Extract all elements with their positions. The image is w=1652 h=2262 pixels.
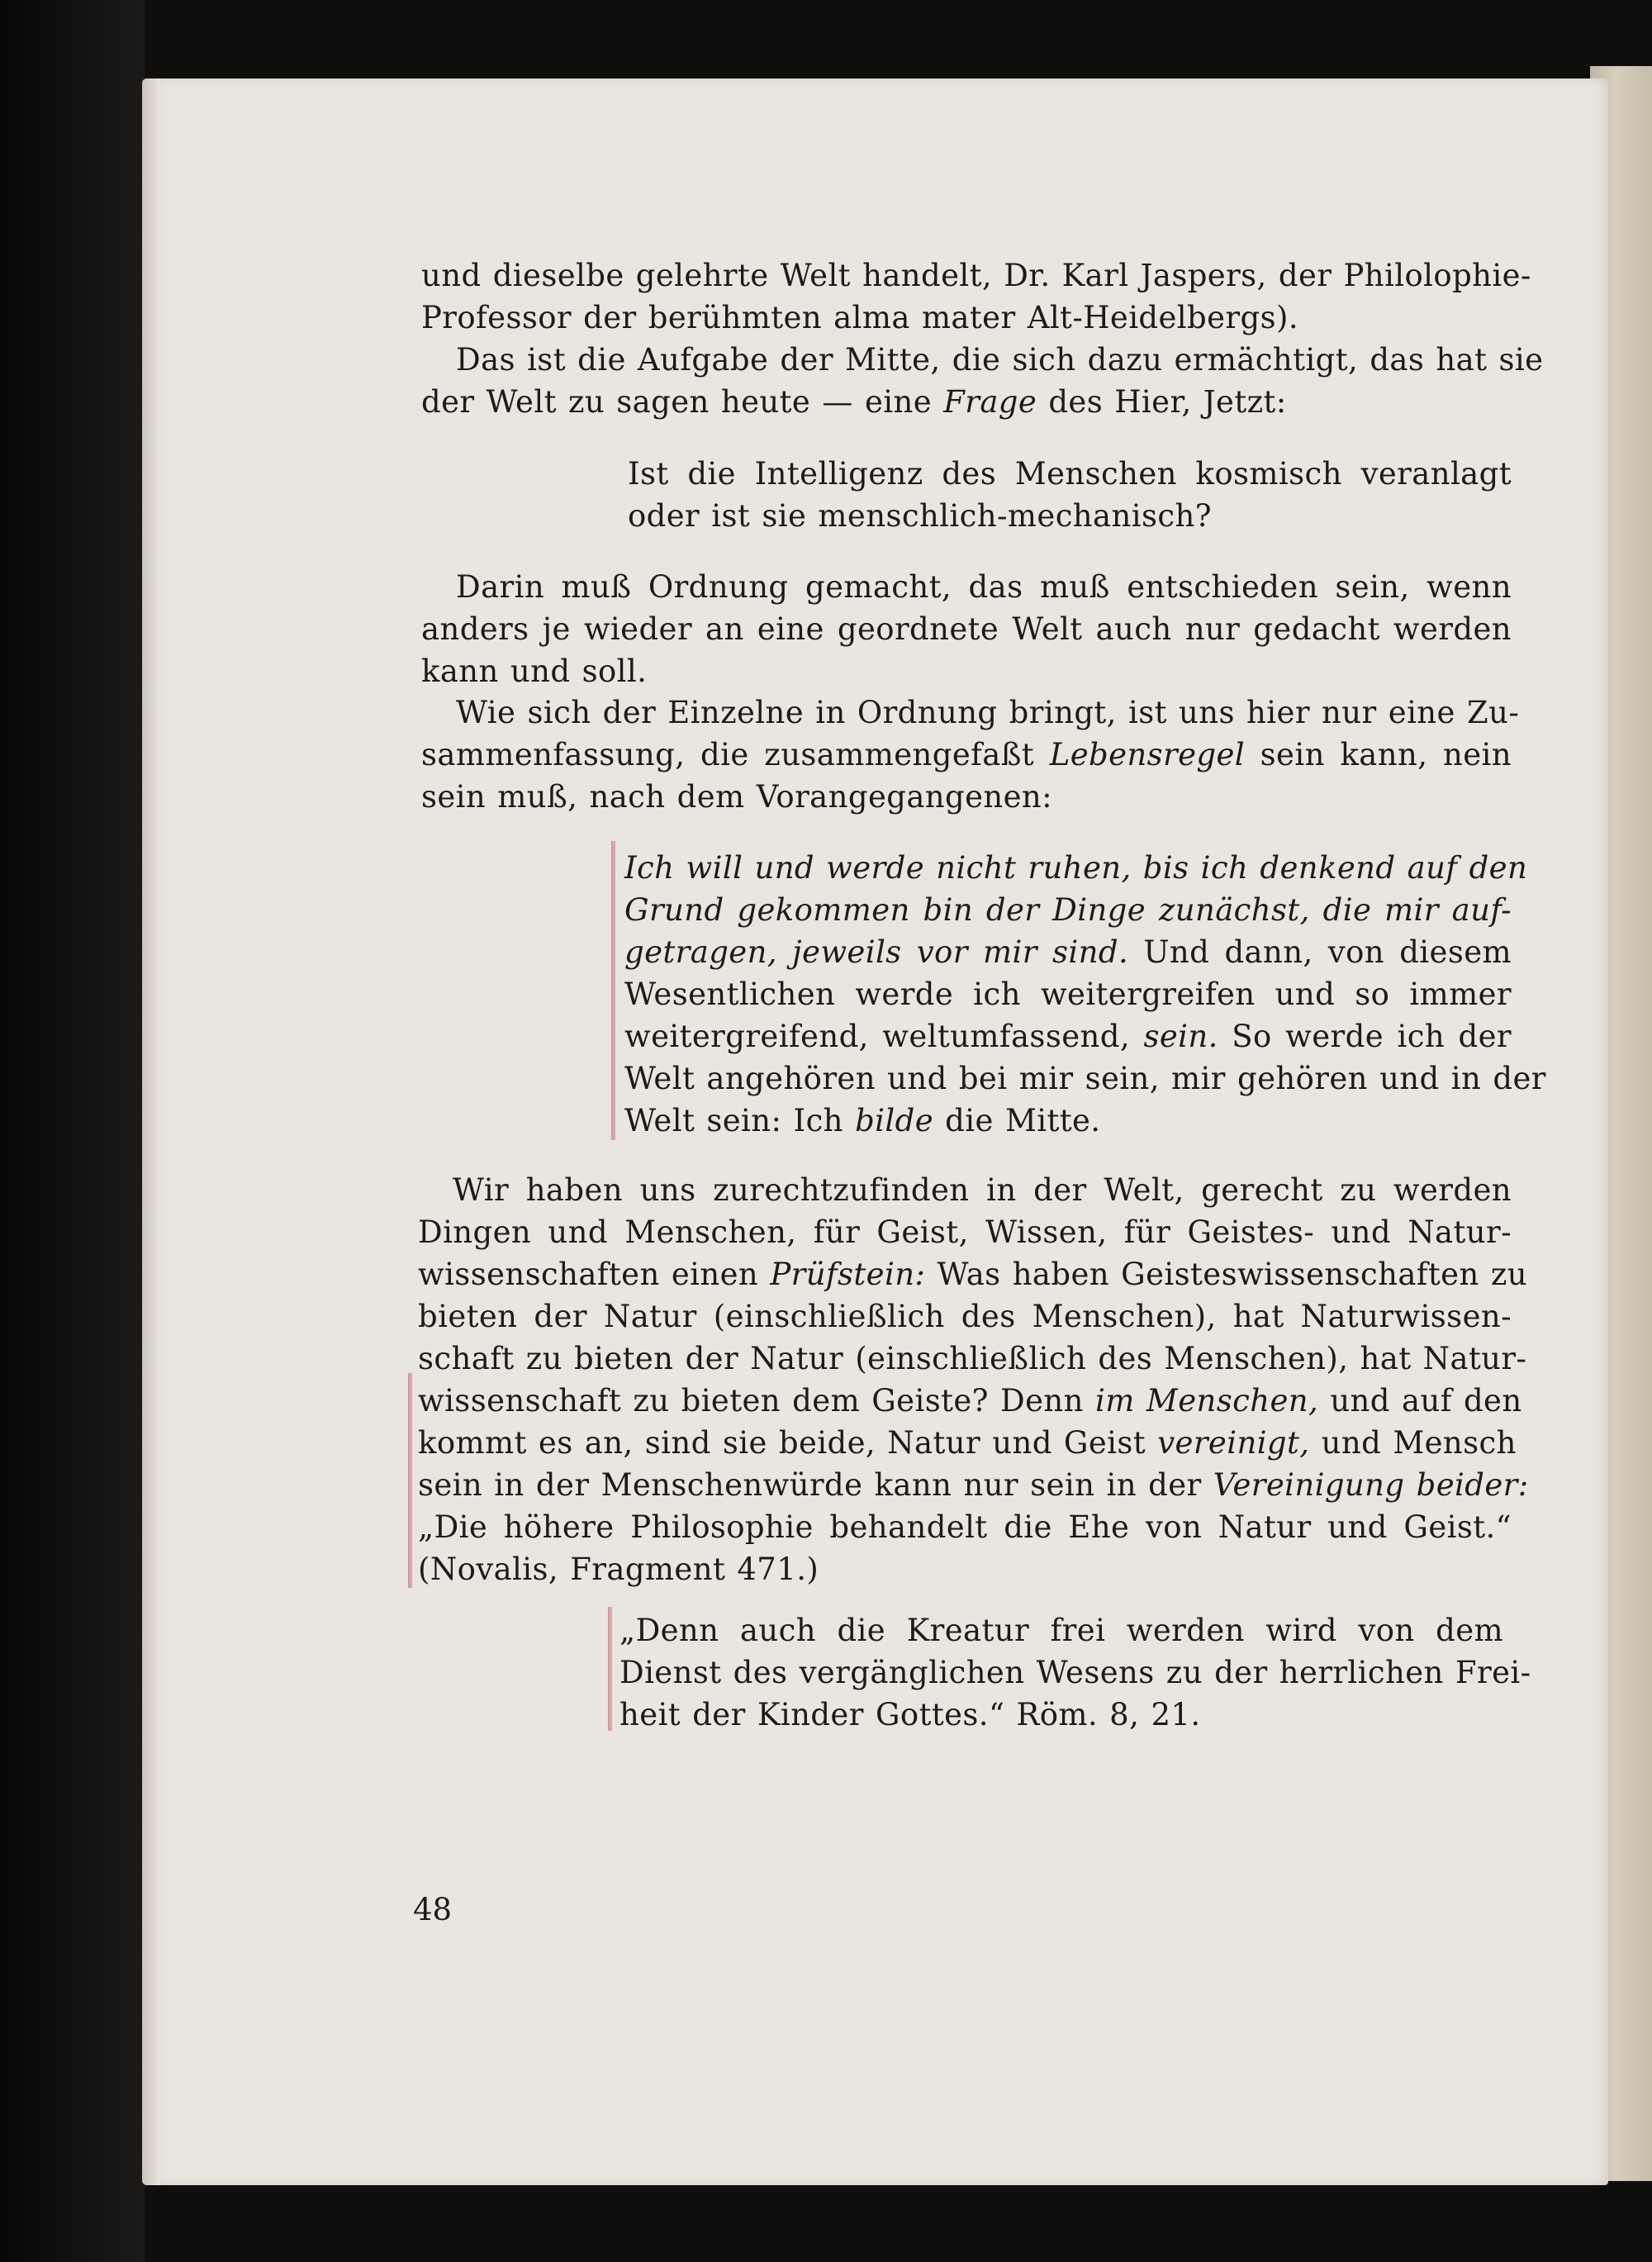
text-run: und Mensch — [1309, 1425, 1517, 1461]
book-backdrop — [0, 0, 145, 2262]
text-line: (Novalis, Fragment 471.) — [418, 1552, 819, 1587]
text-line — [421, 734, 1512, 776]
text-line: anders je wieder an eine geordnete Welt auch nur gedacht werden — [421, 611, 1512, 647]
text-run: der Welt zu sagen heute — eine — [421, 384, 944, 420]
text-run: Welt sein: Ich — [624, 1103, 856, 1138]
text-run: sein in der Menschenwürde kann nur sein in der — [418, 1467, 1213, 1503]
text-run: So werde ich der — [1218, 1019, 1512, 1054]
text-line — [418, 1464, 1529, 1506]
emphasis-text: bilde — [855, 1103, 934, 1138]
emphasis-text: Grund gekommen bin der Dinge zunächst, die mir auf- — [624, 892, 1512, 928]
text-line — [421, 691, 1520, 734]
text-line: Dienst des vergänglichen Wesens zu der herrlichen Frei- — [620, 1655, 1531, 1690]
emphasis-text: Lebensregel — [1049, 737, 1245, 772]
text-line — [421, 339, 1544, 381]
text-line: „Die höhere Philosophie behandelt die Ehe von Natur und Geist.“ — [418, 1509, 1512, 1545]
text-run: Wir haben uns zurechtzufinden in der Welt, gerecht zu werden — [453, 1172, 1512, 1208]
text-run: die Mitte. — [933, 1103, 1101, 1138]
text-line: Professor der berühmten alma mater Alt-Heidelbergs). — [421, 300, 1298, 335]
text-run: sammenfassung, die zusammengefaßt — [421, 737, 1050, 772]
text-run: sein kann, nein — [1245, 737, 1512, 772]
emphasis-text: Vereinigung beider: — [1213, 1467, 1529, 1503]
text-line: Wesentlichen werde ich weitergreifen und so immer — [624, 977, 1512, 1012]
text-line: heit der Kinder Gottes.“ Röm. 8, 21. — [620, 1697, 1201, 1732]
text-run: Darin muß Ordnung gemacht, das muß entschieden sein, wenn — [456, 569, 1512, 605]
text-run: kommt es an, sind sie beide, Natur und Geist — [418, 1425, 1158, 1461]
text-line: und dieselbe gelehrte Welt handelt, Dr. Karl Jaspers, der Philolophie- — [421, 258, 1531, 293]
question-block — [628, 453, 1512, 537]
margin-highlight-bar — [608, 1607, 612, 1731]
margin-highlight-bar — [408, 1373, 412, 1588]
text-line: Dingen und Menschen, für Geist, Wissen, für Geistes- und Natur- — [418, 1214, 1512, 1250]
text-line — [624, 931, 1512, 973]
text-line — [421, 381, 1512, 423]
page-number: 48 — [413, 1892, 453, 1927]
emphasis-text: Frage — [943, 384, 1037, 420]
text-line — [624, 1015, 1512, 1057]
text-run: wissenschaft zu bieten dem Geiste? Denn — [418, 1383, 1096, 1419]
text-line: oder ist sie menschlich-mechanisch? — [628, 498, 1212, 534]
text-line — [418, 1422, 1517, 1464]
text-line: „Denn auch die Kreatur frei werden wird von dem — [620, 1613, 1503, 1648]
life-rule-block — [624, 847, 1546, 1142]
text-run: wissenschaften einen — [418, 1257, 771, 1292]
paragraph-5 — [418, 1169, 1529, 1590]
text-line — [418, 1380, 1522, 1422]
text-line — [624, 847, 1528, 889]
page-gutter — [142, 78, 160, 2185]
text-line — [421, 566, 1512, 608]
emphasis-text: getragen, jeweils vor mir sind. — [624, 934, 1129, 970]
bible-quote-block — [620, 1609, 1531, 1736]
paragraph-4 — [421, 691, 1520, 818]
text-line: schaft zu bieten der Natur (einschließlich des Menschen), hat Natur- — [418, 1341, 1527, 1376]
text-line: Ist die Intelligenz des Menschen kosmisch veranlagt — [628, 456, 1512, 492]
emphasis-text: vereinigt, — [1157, 1425, 1310, 1461]
paragraph-2 — [421, 339, 1544, 423]
text-line — [418, 1169, 1512, 1211]
emphasis-text: im Menschen, — [1095, 1383, 1319, 1419]
paragraph-1 — [421, 254, 1531, 339]
text-run: des Hier, Jetzt: — [1037, 384, 1287, 420]
text-run: und auf den — [1318, 1383, 1522, 1419]
text-run: weitergreifend, weltumfassend, — [624, 1019, 1144, 1054]
text-line: Welt angehören und bei mir sein, mir gehören und in der — [624, 1061, 1546, 1096]
text-run: Das ist die Aufgabe der Mitte, die sich dazu ermächtigt, das hat sie — [456, 342, 1544, 378]
text-line: sein muß, nach dem Vorangegangenen: — [421, 779, 1053, 815]
text-line: kann und soll. — [421, 653, 648, 689]
text-run: Was haben Geisteswissenschaften zu — [925, 1257, 1527, 1292]
emphasis-text: Prüfstein: — [770, 1257, 926, 1292]
emphasis-text: Ich will und werde nicht ruhen, bis ich denkend auf den — [624, 850, 1528, 886]
text-line — [418, 1253, 1527, 1295]
paragraph-3 — [421, 566, 1512, 692]
text-line — [624, 889, 1512, 931]
text-run: Wie sich der Einzelne in Ordnung bringt, ist uns hier nur eine Zu- — [456, 695, 1520, 730]
text-line — [624, 1100, 1512, 1142]
text-line: bieten der Natur (einschließlich des Menschen), hat Naturwissen- — [418, 1299, 1512, 1334]
margin-highlight-bar — [611, 841, 615, 1140]
text-run: Und dann, von diesem — [1128, 934, 1512, 970]
emphasis-text: sein. — [1143, 1019, 1218, 1054]
